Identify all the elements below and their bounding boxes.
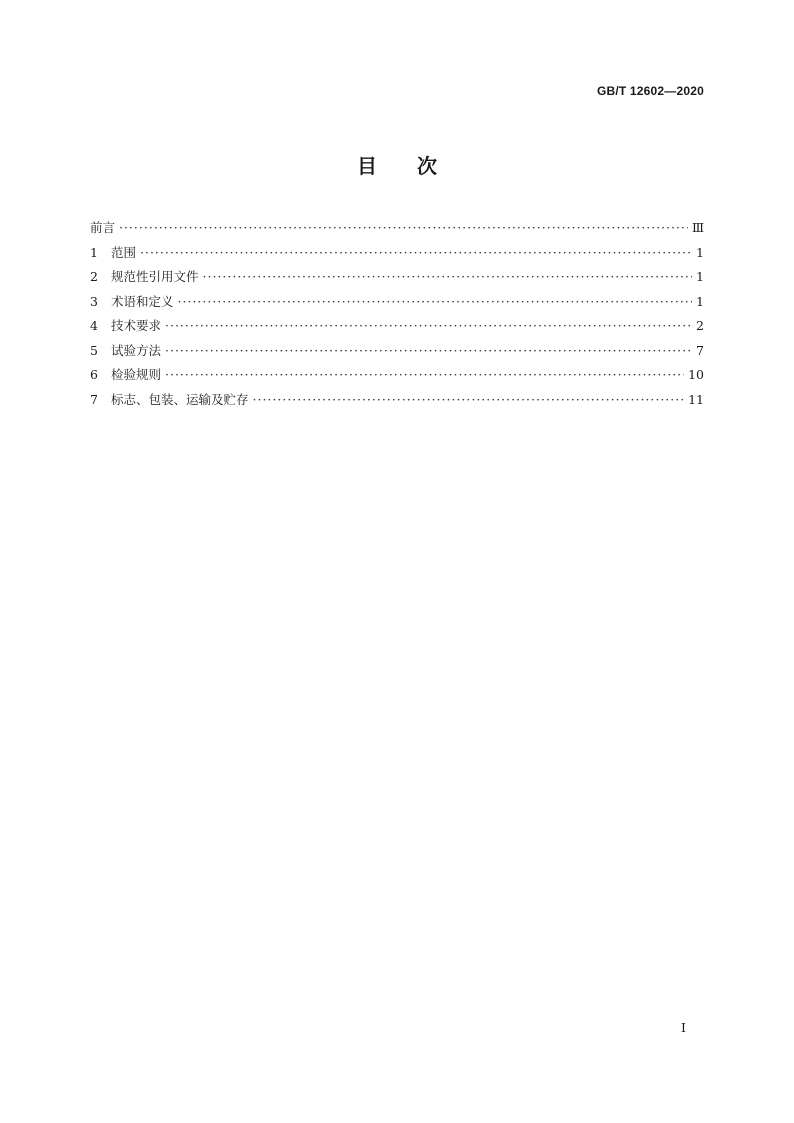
toc-entry-label: 试验方法 [111,342,162,358]
toc-dot-leader [140,241,692,266]
toc-entry-page: 1 [696,293,704,309]
table-of-contents [90,216,704,412]
toc-entry-number: 6 [90,367,98,382]
toc-entry-test-methods[interactable] [90,339,704,364]
toc-entry-number: 3 [90,293,98,309]
toc-entry-page: 7 [696,342,704,358]
toc-entry-page: 1 [696,269,704,284]
toc-entry-inspection-rules[interactable] [90,363,704,388]
toc-entry-number: 1 [90,244,98,260]
toc-dot-leader [165,363,684,388]
toc-entry-label: 术语和定义 [111,293,174,309]
toc-entry-page: 1 [696,244,704,260]
toc-dot-leader [203,265,693,290]
toc-dot-leader [165,314,692,339]
toc-entry-page: 11 [688,391,704,407]
toc-entry-number: 7 [90,391,98,407]
toc-entry-number: 2 [90,269,98,284]
toc-dot-leader [165,339,692,364]
standard-code: GB/T 12602—2020 [596,84,704,98]
toc-entry-page: Ⅲ [691,220,704,235]
toc-entry-number: 4 [90,318,98,333]
toc-entry-label: 规范性引用文件 [111,269,199,284]
toc-entry-number: 5 [90,342,98,358]
toc-dot-leader [178,290,693,315]
toc-dot-leader [119,216,688,241]
toc-entry-technical-requirements[interactable] [90,314,704,339]
toc-dot-leader [253,388,685,413]
toc-entry-label: 前言 [90,220,116,235]
toc-title: 目 次 [357,154,437,178]
toc-entry-page: 10 [688,367,704,382]
toc-entry-page: 2 [696,318,704,333]
toc-entry-scope[interactable] [90,241,704,266]
toc-entry-label: 范围 [111,244,137,260]
toc-entry-normative-references[interactable] [90,265,704,290]
toc-entry-label: 技术要求 [111,318,162,333]
page-number: Ⅰ [681,1021,686,1035]
toc-entry-terms-definitions[interactable] [90,290,704,315]
toc-entry-label: 标志、包装、运输及贮存 [111,391,249,407]
toc-entry-foreword[interactable] [90,216,704,241]
toc-entry-marking-packaging[interactable] [90,388,704,413]
toc-entry-label: 检验规则 [111,367,162,382]
